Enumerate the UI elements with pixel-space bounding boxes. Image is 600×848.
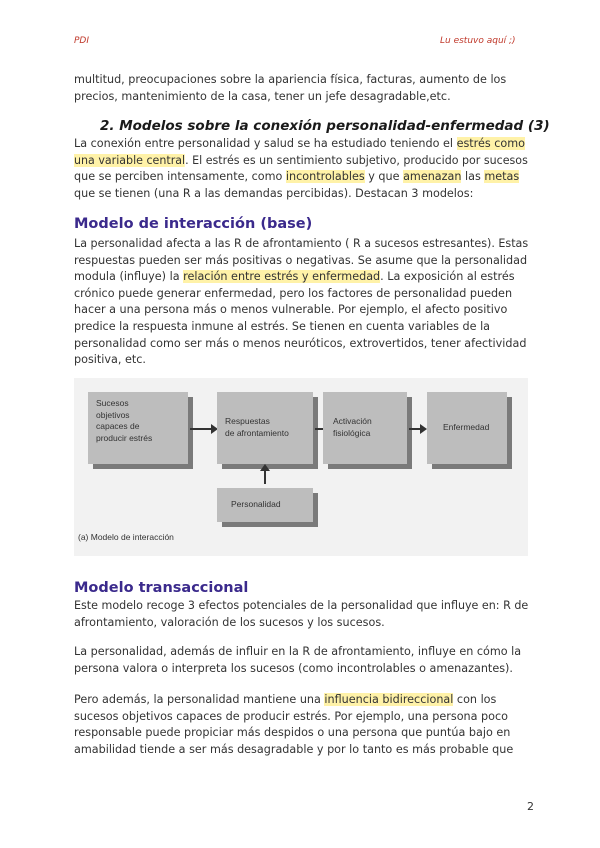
box-line: producir estrés	[96, 432, 153, 443]
highlight: relación entre estrés y enfermedad	[183, 270, 381, 284]
header-right: Lu estuvo aquí ;)	[440, 36, 516, 46]
model1-paragraph	[74, 236, 528, 369]
text-fragment: y que	[364, 170, 404, 184]
text-line	[74, 169, 528, 186]
text-line: predice la respuesta inmune al estrés. Se tienen en cuenta variables de la	[74, 319, 491, 333]
arrow-up	[264, 470, 266, 484]
interaction-model-diagram	[74, 378, 528, 556]
text-fragment: con los	[453, 693, 497, 706]
model2-title: Modelo transaccional	[74, 580, 249, 596]
text-line: positiva, etc.	[74, 353, 146, 367]
section-paragraph	[74, 136, 528, 202]
section-title: 2. Modelos sobre la conexión personalidad-enfermedad (3)	[100, 118, 550, 134]
text-fragment: las	[461, 170, 485, 184]
box-line: fisiológica	[333, 427, 371, 438]
box-line: Enfermedad	[443, 422, 490, 432]
box-personality	[217, 488, 313, 522]
text-line: multitud, preocupaciones sobre la apariencia física, facturas, aumento de los	[74, 73, 507, 86]
highlight: incontrolables	[285, 170, 365, 184]
text-line: Este modelo recoge 3 efectos potenciales de la personalidad que influye en: R de	[74, 599, 529, 612]
text-line: hacer a una persona más o menos vulnerable. Por ejemplo, el afecto positivo	[74, 303, 508, 317]
box-line: Activación	[333, 416, 372, 426]
text-line	[74, 136, 528, 153]
text-line: crónico puede generar enfermedad, pero los factores de personalidad pueden	[74, 286, 513, 300]
box-line: Personalidad	[231, 499, 281, 509]
text-line: precios, mantenimiento de la casa, tener un jefe desagradable,etc.	[74, 89, 451, 103]
highlight: estrés como	[456, 137, 526, 150]
text-line	[74, 269, 528, 286]
text-fragment: que se perciben intensamente, como	[74, 170, 286, 184]
text-line: responsable puede propiciar más despidos o una persona que puntúa bajo en	[74, 726, 511, 740]
text-fragment: . La exposición al estrés	[380, 270, 515, 284]
box-coping-responses	[217, 392, 313, 464]
text-line	[74, 153, 528, 170]
box-illness	[427, 392, 507, 464]
diagram-caption: (a) Modelo de interacción	[78, 532, 174, 542]
highlight: influencia bidireccional	[324, 693, 454, 706]
intro-paragraph	[74, 72, 528, 105]
box-physiological-activation	[323, 392, 407, 464]
highlight: una variable central	[74, 153, 186, 167]
text-fragment: modula (influye) la	[74, 270, 184, 284]
text-line: persona valora o interpreta los sucesos (como incontrolables o amenazantes).	[74, 661, 513, 675]
text-line: La personalidad, además de influir en la R de afrontamiento, influye en cómo la	[74, 645, 522, 658]
model2-paragraph-1	[74, 598, 528, 631]
box-line: de afrontamiento	[225, 427, 289, 438]
model1-title: Modelo de interacción (base)	[74, 216, 313, 232]
text-line: que se tienen (una R a las demandas percibidas). Destacan 3 modelos:	[74, 186, 474, 200]
text-line: La personalidad afecta a las R de afrontamiento ( R a sucesos estresantes). Estas	[74, 237, 529, 250]
text-fragment: . El estrés es un sentimiento subjetivo, producido por sucesos	[185, 153, 528, 167]
text-line: afrontamiento, valoración de los sucesos y los sucesos.	[74, 615, 385, 629]
model2-paragraph-3	[74, 692, 528, 758]
box-line: Respuestas	[225, 416, 270, 426]
box-line: objetivos	[96, 409, 130, 420]
text-fragment: La conexión entre personalidad y salud se ha estudiado teniendo el	[74, 137, 457, 150]
text-line: respuestas pueden ser más positivas o negativas. Se asume que la personalidad	[74, 253, 528, 267]
box-line: capaces de	[96, 421, 140, 431]
text-fragment: Pero además, la personalidad mantiene una	[74, 693, 325, 706]
model2-paragraph-2	[74, 644, 528, 677]
highlight: amenazan	[403, 170, 462, 184]
page-number: 2	[527, 800, 534, 813]
arrow-right	[409, 428, 421, 430]
box-line: Sucesos	[96, 398, 129, 408]
text-line	[74, 692, 528, 709]
highlight: metas	[484, 170, 520, 184]
text-line: personalidad como ser más o menos neuróticos, extrovertidos, tener afectividad	[74, 336, 527, 350]
arrow-right	[190, 428, 212, 430]
box-stress-events	[88, 392, 188, 464]
text-line: sucesos objetivos capaces de producir estrés. Por ejemplo, una persona poco	[74, 709, 508, 723]
header-left: PDI	[74, 36, 90, 46]
text-line: amabilidad tiende a ser más desagradable y por lo tanto es más probable que	[74, 742, 514, 756]
